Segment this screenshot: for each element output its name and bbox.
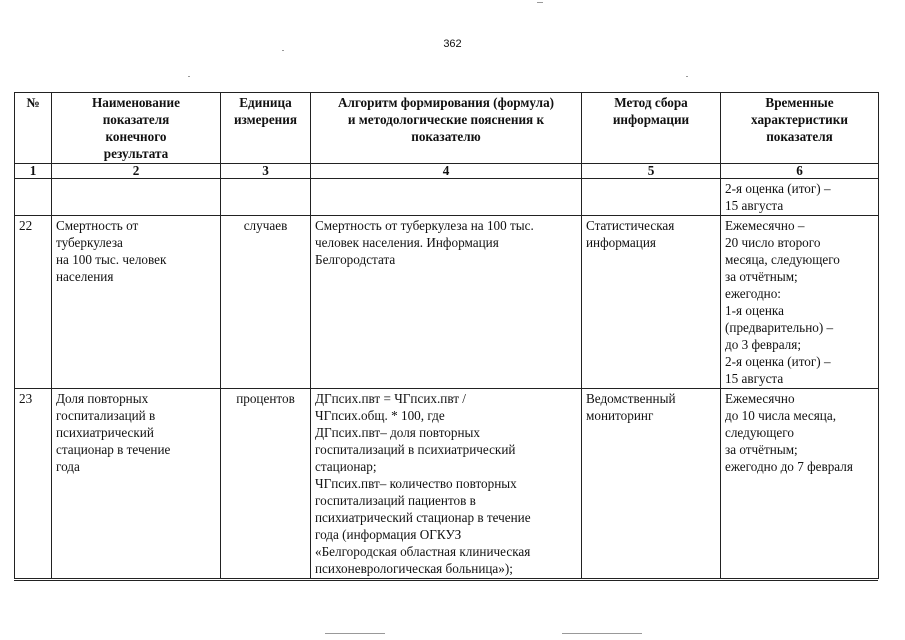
- cell-name: Доля повторных госпитализаций в психиатрический стационар в течение года: [52, 389, 221, 579]
- header-number: №: [15, 93, 52, 164]
- header-unit: Единица измерения: [221, 93, 311, 164]
- column-number: 4: [311, 164, 582, 179]
- cell-number: [15, 179, 52, 216]
- column-number: 2: [52, 164, 221, 179]
- scan-speck: [686, 76, 688, 77]
- scan-speck: [282, 50, 284, 51]
- indicators-table: [14, 92, 879, 579]
- cell-name: [52, 179, 221, 216]
- cell-method: Статистическая информация: [582, 216, 721, 389]
- column-number: 3: [221, 164, 311, 179]
- column-number: 6: [721, 164, 879, 179]
- table-row: [15, 389, 879, 579]
- scan-speck: [562, 633, 642, 634]
- cell-algorithm: Смертность от туберкулеза на 100 тыс. человек населения. Информация Белгородстата: [311, 216, 582, 389]
- cell-number: 23: [15, 389, 52, 579]
- header-method: Метод сбора информации: [582, 93, 721, 164]
- header-row: [15, 93, 879, 164]
- cell-timing: Ежемесячно – 20 число второго месяца, следующего за отчётным; ежегодно: 1-я оценка (предварительно) – до 3 февраля; 2-я оценка (итог) – 15 августа: [721, 216, 879, 389]
- cell-unit: процентов: [221, 389, 311, 579]
- table-row: [15, 216, 879, 389]
- cell-timing: 2-я оценка (итог) – 15 августа: [721, 179, 879, 216]
- scan-speck: [537, 2, 543, 3]
- scan-speck: [188, 76, 190, 77]
- column-number: 1: [15, 164, 52, 179]
- continuation-row: [15, 179, 879, 216]
- cell-number: 22: [15, 216, 52, 389]
- cell-algorithm: ДГпсих.пвт = ЧГпсих.пвт / ЧГпсих.общ. * 100, где ДГпсих.пвт– доля повторных госпитализаций в психиатрический стационар; ЧГпсих.пвт– количество повторных госпитализаций пациентов в психиатрический стационар в течение года (информация ОГКУЗ «Белгородская областная клиническая психоневрологическая больница»);: [311, 389, 582, 579]
- cell-unit: [221, 179, 311, 216]
- header-timing: Временные характеристики показателя: [721, 93, 879, 164]
- cell-timing: Ежемесячно до 10 числа месяца, следующего за отчётным; ежегодно до 7 февраля: [721, 389, 879, 579]
- header-algorithm: Алгоритм формирования (формула) и методологические пояснения к показателю: [311, 93, 582, 164]
- scan-speck: [325, 633, 385, 634]
- cell-method: Ведомственный мониторинг: [582, 389, 721, 579]
- cell-name: Смертность от туберкулеза на 100 тыс. человек населения: [52, 216, 221, 389]
- page-number: 362: [443, 38, 462, 50]
- column-number: 5: [582, 164, 721, 179]
- cell-algorithm: [311, 179, 582, 216]
- header-indicator-name: Наименование показателя конечного результата: [52, 93, 221, 164]
- cell-unit: случаев: [221, 216, 311, 389]
- cell-method: [582, 179, 721, 216]
- table-bottom-rule: [14, 580, 878, 581]
- column-number-row: [15, 164, 879, 179]
